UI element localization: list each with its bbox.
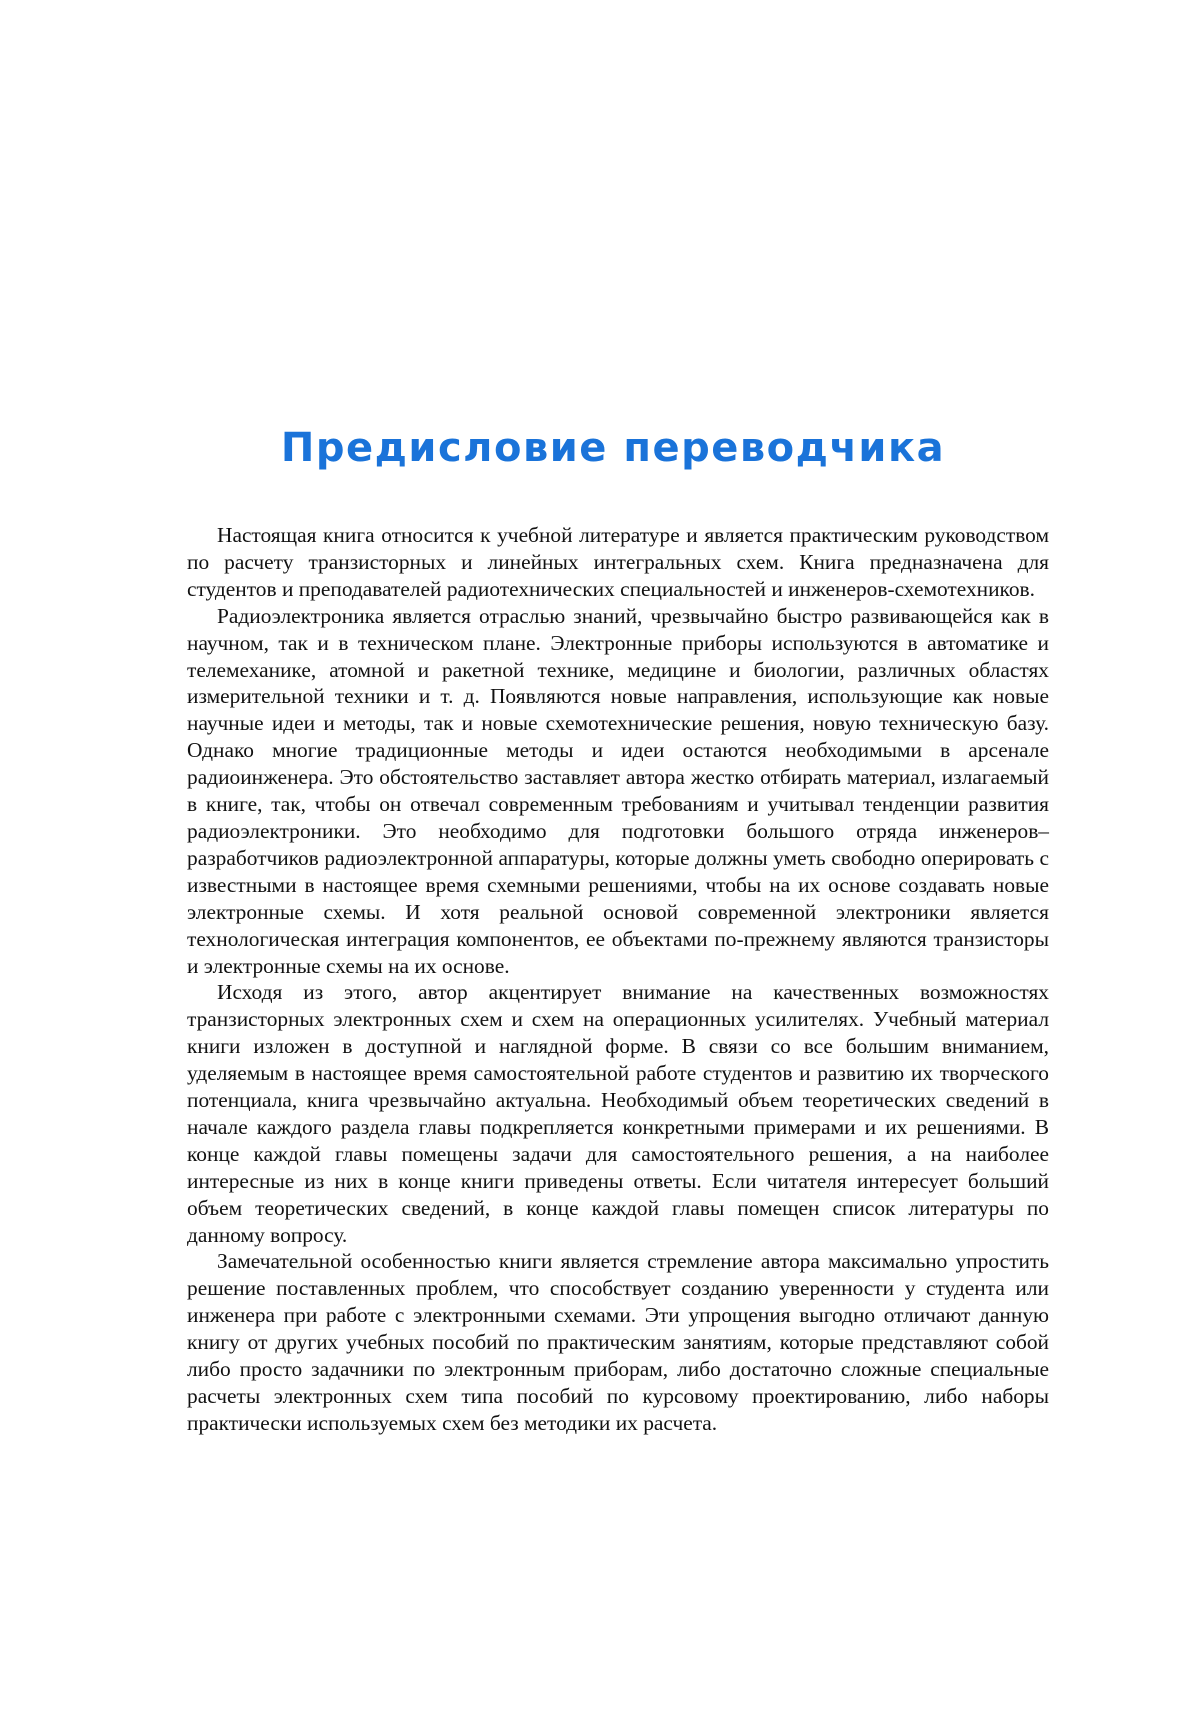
page-title: Предисловие переводчика bbox=[280, 425, 946, 471]
paragraph: Исходя из этого, автор акцентирует внимание на качественных возможностях транзисторных электронных схем и схем на операционных усилителях. Учебный материал книги изложен в доступной и наглядной форме. В связи со все большим вниманием, уделяемым в настоящее время самостоятельной работе студентов и развитию их творческого потенциала, книга чрезвычайно актуальна. Необходимый объем теоретических сведений в начале каждого раздела главы подкрепляется конкретными примерами и их решениями. В конце каждой главы помещены задачи для самостоятельного решения, а на наиболее интересные из них в конце книги приведены ответы. Если читателя интересует больший объем теоретических сведений, в конце каждой главы помещен список литературы по данному вопросу. bbox=[187, 980, 1049, 1247]
body-text bbox=[187, 522, 1049, 1437]
paragraph: Радиоэлектроника является отраслью знаний, чрезвычайно быстро развивающейся как в научном, так и в техническом плане. Электронные приборы используются в автоматике и телемеханике, атомной и ракетной технике, медицине и биологии, различных областях измерительной техники и т. д. Появляются новые направления, использующие как новые научные идеи и методы, так и новые схемотехнические решения, новую техническую базу. Однако многие традиционные методы и идеи остаются необходимыми в арсенале радиоинженера. Это обстоятельство заставляет автора жестко отбирать материал, излагаемый в книге, так, чтобы он отвечал современным требованиям и учитывал тенденции развития радиоэлектроники. Это необходимо для подготовки большого отряда инженеров–разработчиков радиоэлектронной аппаратуры, которые должны уметь свободно оперировать с известными в настоящее время схемными решениями, чтобы на их основе создавать новые электронные схемы. И хотя реальной основой современной электроники является технологическая интеграция компонентов, ее объектами по-прежнему являются транзисторы и электронные схемы на их основе. bbox=[187, 603, 1049, 978]
paragraph: Настоящая книга относится к учебной литературе и является практическим руководством по расчету транзисторных и линейных интегральных схем. Книга предназначена для студентов и преподавателей радиотехнических специальностей и инженеров-схемотехников. bbox=[187, 523, 1049, 601]
paragraph: Замечательной особенностью книги является стремление автора максимально упростить решение поставленных проблем, что способствует созданию уверенности у студента или инженера при работе с электронными схемами. Эти упрощения выгодно отличают данную книгу от других учебных пособий по практическим занятиям, которые представляют собой либо просто задачники по электронным приборам, либо достаточно сложные специальные расчеты электронных схем типа пособий по курсовому проектированию, либо наборы практически используемых схем без методики их расчета. bbox=[187, 1249, 1049, 1435]
